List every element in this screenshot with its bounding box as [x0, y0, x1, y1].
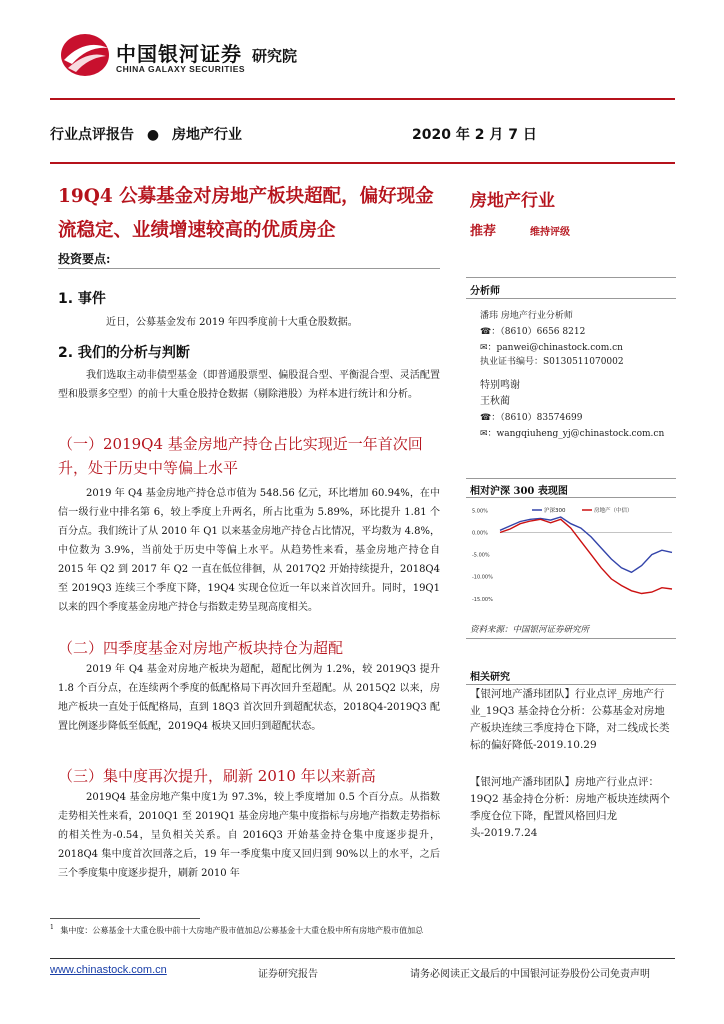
footer-url[interactable]: www.chinastock.com.cn: [50, 964, 167, 976]
subsection-1-text: 2019 年 Q4 基金房地产持仓总市值为 548.56 亿元，环比增加 60.94%，在中信一级行业中排名第 6，较上季度上升两名，所占比重为 5.89%，环比提升 1.81 个百分点。我们统计了从 2010 年 Q1 以来基金房地产持仓占比情况，平均数为 4.8%，中位数为 3.9%，当前处于历史中等偏上水平。从趋势性来看，基金房地产持仓自 2015 年 Q2 到 2017 年 Q2 一直在低位徘徊，从 2017Q2 开始持续提升，2018Q4 至 2019Q3 连续三个季度下降，19Q4 实现仓位近一年以来首次回升。同时，19Q1 以来的四个季度基金房地产持仓与指数走势呈现高度相关。: [58, 488, 440, 613]
footnote-rule: [50, 918, 200, 919]
phone-icon: ☎: [480, 327, 492, 337]
chart-rule: [466, 478, 676, 479]
section-1-title: 1. 事件: [58, 291, 106, 307]
section-1-text: 近日，公募基金发布 2019 年四季度前十大重仓股数据。: [106, 317, 358, 328]
thanks-phone-line: [480, 410, 582, 426]
analyst-phone-line: [480, 324, 585, 340]
mail-icon: ✉: [480, 343, 488, 353]
legend-label-1: 房地产（中信）: [594, 508, 633, 514]
footnote-mark: 1: [50, 924, 54, 931]
series-line-1: [500, 519, 672, 593]
chart-source-rule: [466, 638, 676, 639]
relative-performance-chart: [470, 500, 676, 622]
related-rule: [466, 684, 676, 685]
key-points-heading: 投资要点:: [58, 252, 111, 266]
chart-source: 资料来源：中国银河证券研究所: [470, 625, 590, 635]
y-tick-label: 5.00%: [472, 508, 488, 515]
chart-rule-2: [466, 497, 676, 498]
brand-cn: 中国银河证券: [116, 42, 242, 66]
footer-center: 证券研究报告: [258, 969, 318, 980]
y-tick-label: 0.00%: [472, 530, 488, 537]
thanks-name: 王秋蔺: [480, 396, 510, 407]
side-analyst-rule-2: [466, 298, 676, 299]
brand-en: CHINA GALAXY SECURITIES: [116, 64, 246, 74]
side-industry: 房地产行业: [470, 191, 555, 211]
thanks-email-line: [480, 426, 664, 442]
footer-disclaimer: 请务必阅读正文最后的中国银河证券股份公司免责声明: [410, 969, 650, 980]
analyst-name: 潘玮 房地产行业分析师: [480, 311, 573, 321]
report-type: 行业点评报告: [50, 127, 134, 143]
mail-icon: ✉: [480, 429, 488, 439]
legend-label-0: 沪深300: [544, 508, 566, 514]
analyst-heading: 分析师: [470, 286, 500, 297]
thanks-heading: 特别鸣谢: [480, 380, 520, 391]
related-heading: 相关研究: [470, 672, 510, 683]
bullet-icon: ●: [146, 127, 160, 143]
section-2-title: 2. 我们的分析与判断: [58, 345, 190, 361]
banner-top-line: [50, 98, 675, 100]
series-line-0: [500, 517, 672, 572]
brand-dept: 研究院: [252, 47, 298, 65]
analyst-cert: 执业证书编号：S0130511070002: [480, 357, 624, 367]
side-rating: 维持评级: [530, 227, 570, 238]
y-tick-label: -10.00%: [472, 574, 493, 581]
subsection-1-title: （一）2019Q4 基金房地产持仓占比实现近一年首次回升，处于历史中等偏上水平: [58, 435, 423, 477]
industry-label: 房地产行业: [171, 127, 242, 143]
analyst-phone: ：（8610）6656 8212: [491, 327, 586, 337]
subsection-2-title: （二）四季度基金对房地产板块持仓为超配: [58, 639, 344, 657]
section-2-intro: 我们选取主动非债型基金（即普通股票型、偏股混合型、平衡混合型、灵活配置型和股票多空型）的前十大重仓股持仓数据（剔除港股）为样本进行统计和分析。: [58, 370, 440, 400]
thanks-email[interactable]: ：wangqiuheng_yj@chinastock.com.cn: [487, 429, 665, 439]
key-points-rule: [58, 268, 440, 269]
footnote-text: 集中度：公募基金十大重仓股中前十大房地产股市值加总/公募基金十大重仓股中所有房地产股市值加总: [60, 925, 424, 935]
report-title: 19Q4 公募基金对房地产板块超配，偏好现金流稳定、业绩增速较高的优质房企: [58, 186, 434, 241]
banner-bottom-line: [50, 162, 675, 164]
y-tick-label: -15.00%: [472, 596, 493, 603]
analyst-email[interactable]: ：panwei@chinastock.com.cn: [487, 343, 623, 353]
related-item-2[interactable]: 【银河地产潘玮团队】房地产行业点评：19Q2 基金持仓分析：房地产板块连续两个季度仓位下降，配置风格回归龙头-2019.7.24: [470, 776, 670, 839]
related-item-1[interactable]: 【银河地产潘玮团队】行业点评_房地产行业_19Q3 基金持仓分析：公募基金对房地产板块连续三季度持仓下降，对二线成长类标的偏好降低-2019.10.29: [470, 688, 670, 751]
phone-icon: ☎: [480, 413, 492, 423]
subsection-3-title: （三）集中度再次提升，刷新 2010 年以来新高: [58, 767, 376, 785]
report-date: 2020 年 2 月 7 日: [412, 127, 537, 143]
thanks-phone: ：（8610）83574699: [491, 413, 583, 423]
footnote: [50, 922, 670, 937]
subsection-2-text: 2019 年 Q4 基金对房地产板块为超配，超配比例为 1.2%，较 2019Q3 提升 1.8 个百分点，在连续两个季度的低配格局下再次回升至超配。从 2015Q2 以来，房地产板块一直处于低配格局，直到 18Q3 首次回升到超配状态，2018Q4-2019Q3 配置比例逐步降低至低配，2019Q4 板块又回归到超配状态。: [58, 664, 440, 732]
chart-heading: 相对沪深 300 表现图: [470, 486, 568, 497]
side-analyst-rule: [466, 277, 676, 278]
galaxy-logo-icon: [58, 30, 112, 80]
y-tick-label: -5.00%: [472, 552, 490, 559]
report-type-line: [50, 124, 242, 144]
footer-rule: [50, 958, 675, 959]
side-recommend: 推荐: [470, 224, 497, 239]
subsection-3-text: 2019Q4 基金房地产集中度1为 97.3%，较上季度增加 0.5 个百分点。从指数走势相关性来看，2010Q1 至 2019Q1 基金房地产集中度指标与房地产指数走势指标的相关性为-0.54，呈负相关关系。自 2016Q3 开始基金持仓集中度逐步提升，2018Q4 集中度首次回落之后，19 年一季度集中度又回归到 90%以上的水平，之后三个季度集中度逐步提升，刷新 2010 年: [58, 792, 440, 879]
